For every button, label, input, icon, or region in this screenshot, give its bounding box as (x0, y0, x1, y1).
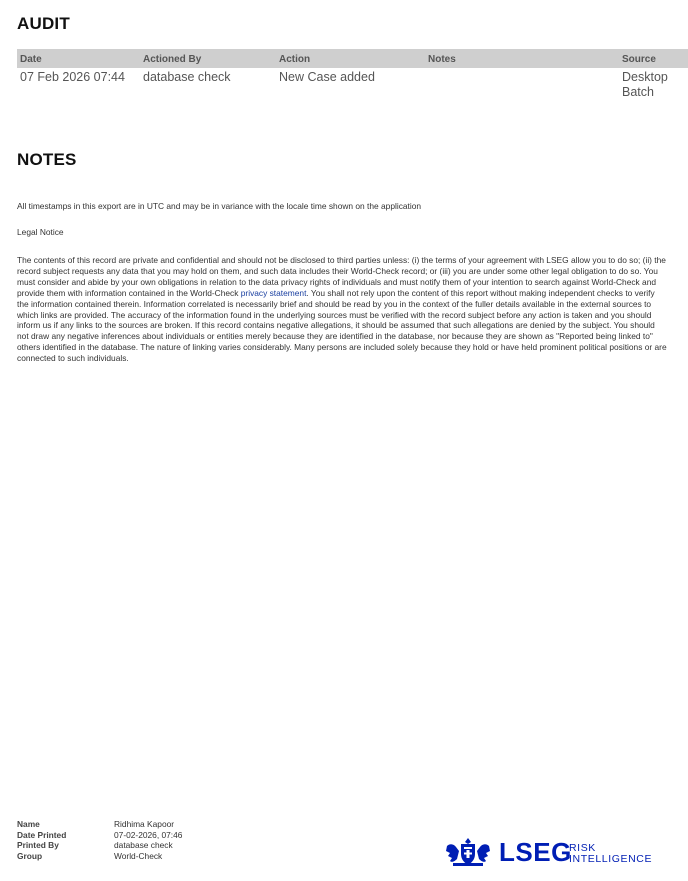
print-info-date-row (17, 830, 182, 841)
lseg-wordmark: LSEG (499, 837, 572, 867)
date-printed-label: Date Printed (17, 829, 67, 840)
timestamps-note: All timestamps in this export are in UTC and may be in variance with the locale time shown on the application (17, 201, 422, 211)
notes-heading: NOTES (17, 150, 77, 169)
legal-body-part-2: . You shall not rely upon the content of this report without making independent checks to verify the information contained therein. Information correlated is necessarily brief and should be read by you in the context of the fuller details available in the external sources to which links are provided. The accuracy of the information found in the underlying sources must be verified with the record subject before any action is taken and you should inform us if any links to the sources are broken. If this record contains negative allegations, it should be assumed that such allegations are denied by the subject. You should not draw any negative inferences about individuals or entities merely because they are identified in the database, nor because they are shown as "Reported being linked to" others identified in the database. The nature of linking varies considerably. Many persons are included solely because they hold or have held prominent political positions or are connected to such individuals. (17, 287, 667, 364)
lseg-subtitle-line-2: INTELLIGENCE (569, 853, 653, 865)
privacy-statement-link[interactable]: privacy statement (240, 287, 307, 298)
column-header-notes: Notes (425, 49, 619, 68)
cell-action: New Case added (279, 70, 375, 84)
print-info (17, 819, 182, 861)
column-header-date: Date (17, 49, 140, 68)
printed-by-label: Printed By (17, 840, 59, 851)
legal-body-part-1: The contents of this record are private and confidential and should not be disclosed to third parties unless: (i) the terms of your agreement with LSEG allow you to do so; (ii) the record subject requests any data that you may hold on them, and such data includes their World-Check record; or (iii) you are under some other legal obligation to do so. You must consider and abide by your own obligations in relation to the data privacy rights of individuals and must notify them of your intention to search against World-Check and provide them with information contained in the World-Check (17, 255, 666, 298)
lseg-subtitle-line-1: RISK (569, 842, 596, 854)
column-header-actioned-by: Actioned By (140, 49, 276, 68)
date-printed-value: 07-02-2026, 07:46 (114, 829, 183, 840)
cell-actioned-by: database check (143, 70, 231, 84)
table-row (17, 68, 688, 102)
print-info-group-row (17, 851, 182, 862)
audit-table-header (17, 49, 688, 68)
name-value: Ridhima Kapoor (114, 819, 175, 829)
print-info-printed-by-row (17, 840, 182, 851)
lseg-crest-icon (443, 836, 493, 868)
legal-notice-body (17, 255, 667, 364)
cell-source: Desktop Batch (622, 70, 668, 99)
cell-date: 07 Feb 2026 07:44 (20, 70, 125, 84)
name-label: Name (17, 819, 40, 829)
audit-table (17, 49, 688, 102)
legal-notice-title: Legal Notice (17, 227, 64, 237)
lseg-logo (443, 836, 653, 870)
group-value: World-Check (114, 850, 163, 861)
column-header-action: Action (276, 49, 425, 68)
lseg-subtitle (569, 843, 652, 865)
printed-by-value: database check (114, 840, 173, 851)
group-label: Group (17, 850, 43, 861)
column-header-source: Source (619, 49, 688, 68)
cell-notes (425, 68, 619, 102)
print-info-name-row (17, 819, 182, 830)
audit-heading: AUDIT (17, 14, 70, 33)
